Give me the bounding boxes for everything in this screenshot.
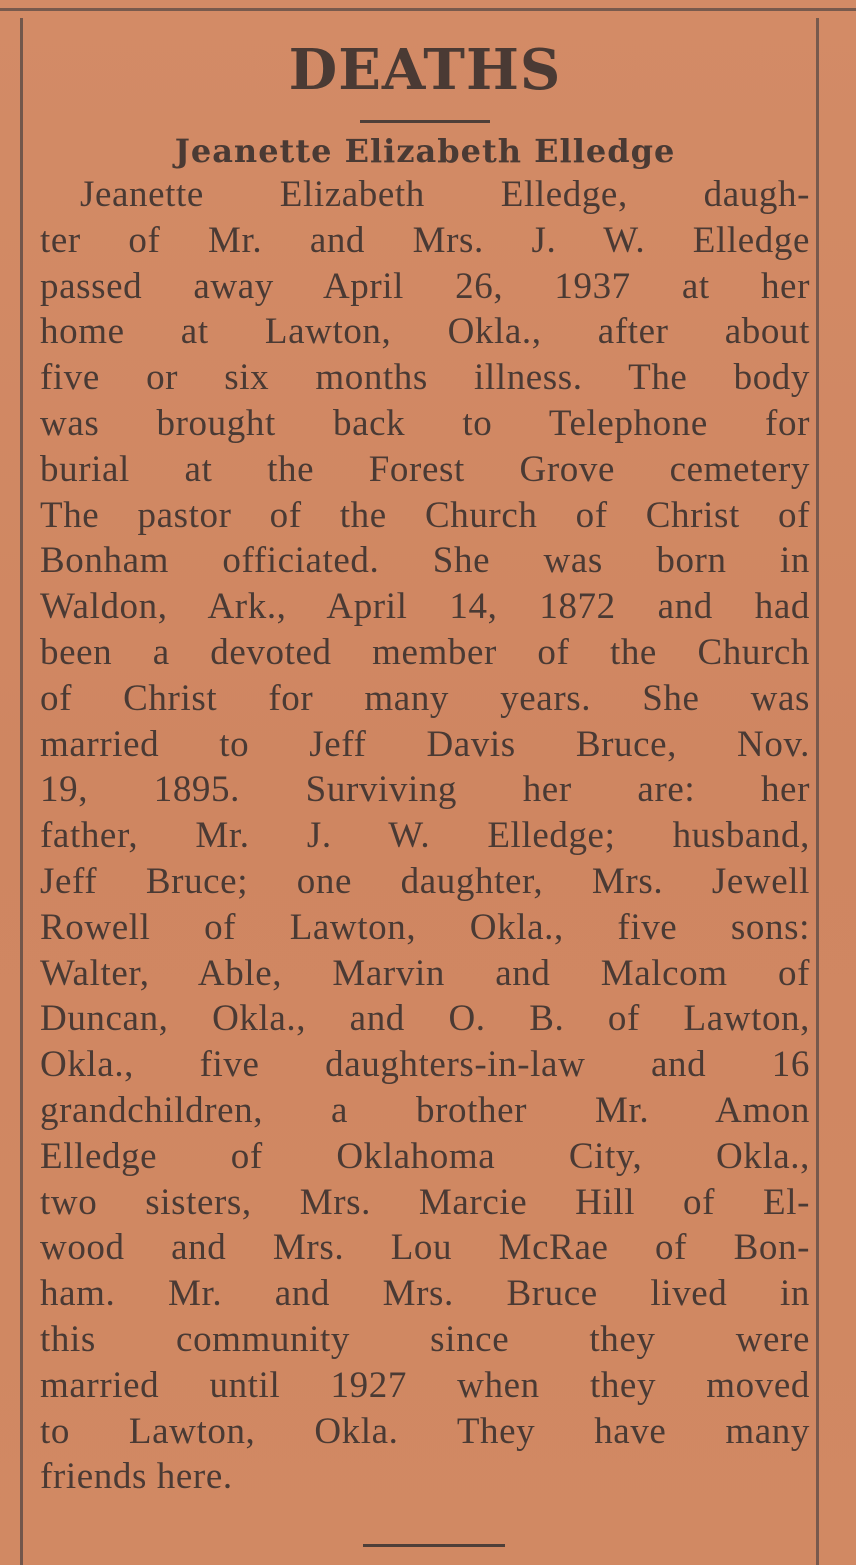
body-line: wood and Mrs. Lou McRae of Bon- xyxy=(40,1227,810,1269)
body-line: of Christ for many years. She was xyxy=(40,677,810,719)
body-line: home at Lawton, Okla., after about xyxy=(40,311,810,353)
left-column-rule xyxy=(20,18,23,1565)
body-line: was brought back to Telephone for xyxy=(40,402,810,444)
article-subhead: Jeanette Elizabeth Elledge xyxy=(174,132,676,170)
body-line: grandchildren, a brother Mr. Amon xyxy=(40,1089,810,1131)
body-line: two sisters, Mrs. Marcie Hill of El- xyxy=(40,1181,810,1223)
body-line: been a devoted member of the Church xyxy=(40,631,810,673)
body-line: Rowell of Lawton, Okla., five sons: xyxy=(40,906,810,948)
body-line: Okla., five daughters-in-law and 16 xyxy=(40,1044,810,1086)
body-line: The pastor of the Church of Christ of xyxy=(40,494,810,536)
article-body xyxy=(40,172,810,1500)
headline-rule xyxy=(360,120,490,123)
top-rule xyxy=(0,8,856,11)
body-line: Duncan, Okla., and O. B. of Lawton, xyxy=(40,998,810,1040)
body-line: Waldon, Ark., April 14, 1872 and had xyxy=(40,586,810,628)
body-line: Walter, Able, Marvin and Malcom of xyxy=(40,952,810,994)
body-line: Jeff Bruce; one daughter, Mrs. Jewell xyxy=(40,860,810,902)
body-line: to Lawton, Okla. They have many xyxy=(40,1410,810,1452)
obituary-article xyxy=(40,34,810,1500)
body-line: married until 1927 when they moved xyxy=(40,1364,810,1406)
section-headline: DEATHS xyxy=(288,37,562,103)
body-line: married to Jeff Davis Bruce, Nov. xyxy=(40,723,810,765)
right-column-rule xyxy=(816,18,819,1565)
body-line: ham. Mr. and Mrs. Bruce lived in xyxy=(40,1273,810,1315)
body-line: 19, 1895. Surviving her are: her xyxy=(40,769,810,811)
body-line: burial at the Forest Grove cemetery xyxy=(40,448,810,490)
body-line: passed away April 26, 1937 at her xyxy=(40,265,810,307)
bottom-rule xyxy=(363,1544,505,1547)
body-line: ter of Mr. and Mrs. J. W. Elledge xyxy=(40,219,810,261)
body-line: Bonham officiated. She was born in xyxy=(40,540,810,582)
body-line: friends here. xyxy=(40,1456,233,1498)
body-line: this community since they were xyxy=(40,1318,810,1360)
body-line: Elledge of Oklahoma City, Okla., xyxy=(40,1135,810,1177)
body-line: five or six months illness. The body xyxy=(40,357,810,399)
body-line: father, Mr. J. W. Elledge; husband, xyxy=(40,815,810,857)
body-line: Jeanette Elizabeth Elledge, daugh- xyxy=(80,174,810,215)
